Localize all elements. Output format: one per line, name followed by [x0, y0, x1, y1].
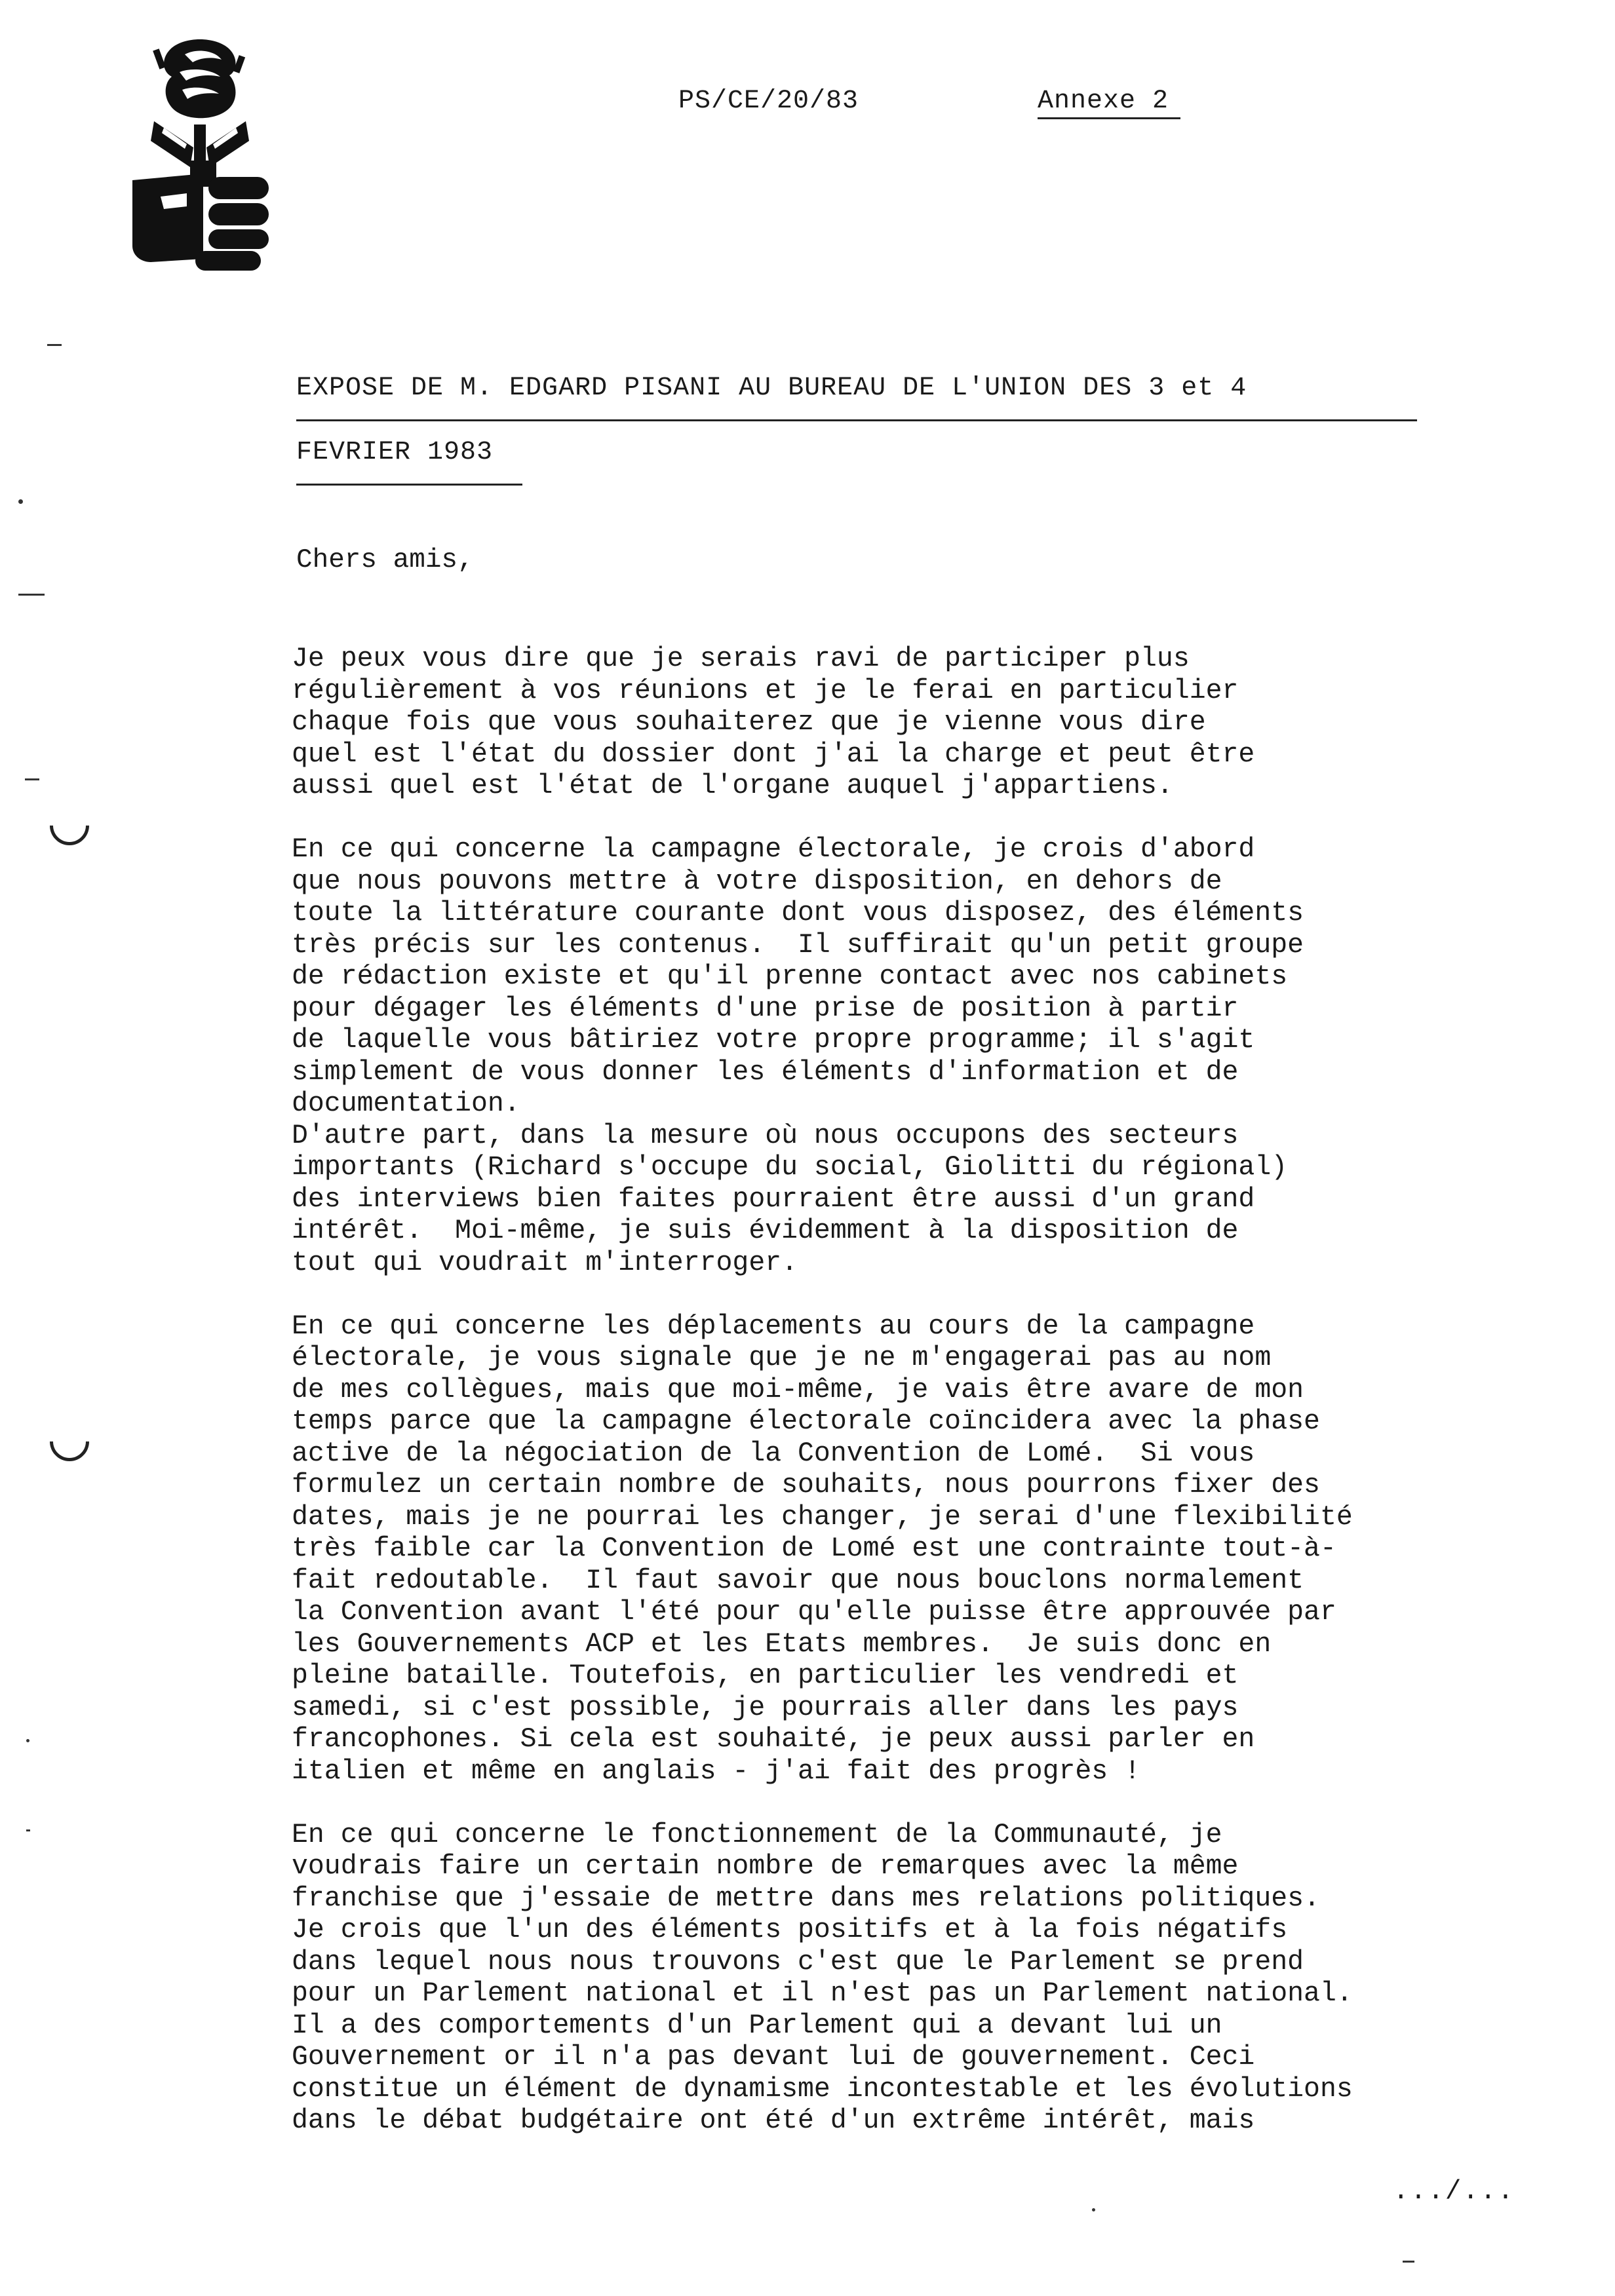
text-line: chaque fois que vous souhaiterez que je vienne vous dire [292, 707, 1206, 738]
salutation: Chers amis, [296, 545, 474, 575]
date-underline [296, 484, 522, 486]
paragraph [292, 1820, 1596, 2137]
margin-mark [18, 499, 23, 504]
text-line: de laquelle vous bâtiriez votre propre programme; il s'agit [292, 1025, 1255, 1056]
text-line: Je peux vous dire que je serais ravi de participer plus [292, 643, 1190, 674]
paragraph [292, 834, 1596, 1120]
text-line: pour un Parlement national et il n'est pas un Parlement national. [292, 1978, 1353, 2009]
punch-hole-mark [42, 1414, 98, 1470]
text-line: Je crois que l'un des éléments positifs et à la fois négatifs [292, 1915, 1288, 1945]
margin-mark [1403, 2261, 1414, 2263]
annex-label: Annexe 2 [1038, 86, 1180, 119]
text-line: intérêt. Moi-même, je suis évidemment à la disposition de [292, 1215, 1239, 1246]
margin-mark [26, 1739, 29, 1742]
text-line: pour dégager les éléments d'une prise de position à partir [292, 993, 1239, 1024]
text-line: les Gouvernements ACP et les Etats membres. Je suis donc en [292, 1628, 1272, 1660]
text-line: tout qui voudrait m'interroger. [292, 1247, 798, 1278]
continuation-marker: .../... [1393, 2177, 1515, 2207]
text-line: aussi quel est l'état de l'organe auquel j'appartiens. [292, 771, 1173, 801]
text-line: régulièrement à vos réunions et je le ferai en particulier [292, 675, 1239, 706]
paragraph [292, 1120, 1596, 1280]
text-line: importants (Richard s'occupe du social, Giolitti du régional) [292, 1152, 1288, 1183]
text-line: dans lequel nous nous trouvons c'est que le Parlement se prend [292, 1946, 1304, 1978]
text-line: que nous pouvons mettre à votre disposition, en dehors de [292, 866, 1222, 897]
text-line: En ce qui concerne le fonctionnement de la Communauté, je [292, 1819, 1222, 1850]
document-title-date: FEVRIER 1983 [296, 438, 494, 467]
text-line: formulez un certain nombre de souhaits, nous pourrons fixer des [292, 1470, 1320, 1501]
text-line: électorale, je vous signale que je ne m'engagerai pas au nom [292, 1343, 1272, 1373]
paragraph [292, 1311, 1596, 1788]
text-line: franchise que j'essaie de mettre dans mes relations politiques. [292, 1883, 1320, 1914]
letter-body [292, 643, 1596, 2137]
margin-mark [26, 1829, 30, 1831]
text-line: de mes collègues, mais que moi-même, je vais être avare de mon [292, 1374, 1304, 1406]
margin-mark [47, 344, 62, 346]
text-line: Gouvernement or il n'a pas devant lui de gouvernement. Ceci [292, 2042, 1255, 2073]
text-line: de rédaction existe et qu'il prenne contact avec nos cabinets [292, 961, 1288, 992]
text-line: quel est l'état du dossier dont j'ai la charge et peut être [292, 738, 1255, 770]
text-line: très faible car la Convention de Lomé est une contrainte tout-à- [292, 1533, 1336, 1564]
margin-mark [1092, 2208, 1095, 2211]
text-line: En ce qui concerne la campagne électorale, je crois d'abord [292, 834, 1255, 865]
text-line: des interviews bien faites pourraient être aussi d'un grand [292, 1183, 1255, 1215]
text-line: temps parce que la campagne électorale coïncidera avec la phase [292, 1406, 1320, 1437]
text-line: pleine bataille. Toutefois, en particulier les vendredi et [292, 1660, 1239, 1691]
text-line: francophones. Si cela est souhaité, je peux aussi parler en [292, 1724, 1255, 1755]
text-line: dans le débat budgétaire ont été d'un extrême intérêt, mais [292, 2105, 1255, 2136]
text-line: fait redoutable. Il faut savoir que nous bouclons normalement [292, 1565, 1304, 1596]
margin-mark [25, 778, 39, 780]
text-line: simplement de vous donner les éléments d'information et de [292, 1056, 1239, 1088]
title-underline [296, 419, 1417, 421]
text-line: la Convention avant l'été pour qu'elle puisse être approuvée par [292, 1597, 1336, 1628]
text-line: samedi, si c'est possible, je pourrais aller dans les pays [292, 1692, 1239, 1723]
text-line: documentation. [292, 1088, 520, 1119]
text-line: dates, mais je ne pourrai les changer, je serai d'une flexibilité [292, 1501, 1353, 1533]
document-reference: PS/CE/20/83 [678, 86, 859, 116]
text-line: constitue un élément de dynamisme incontestable et les évolutions [292, 2073, 1353, 2105]
text-line: voudrais faire un certain nombre de remarques avec la même [292, 1851, 1239, 1882]
text-line: italien et même en anglais - j'ai fait des progrès ! [292, 1755, 1141, 1787]
text-line: En ce qui concerne les déplacements au cours de la campagne [292, 1311, 1255, 1342]
punch-hole-mark [42, 798, 98, 854]
text-line: toute la littérature courante dont vous disposez, des éléments [292, 898, 1304, 928]
text-line: active de la négociation de la Convention de Lomé. Si vous [292, 1438, 1255, 1469]
paragraph [292, 643, 1596, 803]
margin-mark [18, 594, 45, 596]
rose-in-fist-logo [125, 36, 275, 272]
text-line: D'autre part, dans la mesure où nous occupons des secteurs [292, 1120, 1239, 1151]
text-line: très précis sur les contenus. Il suffirait qu'un petit groupe [292, 929, 1304, 961]
text-line: Il a des comportements d'un Parlement qui a devant lui un [292, 2010, 1222, 2041]
document-title: EXPOSE DE M. EDGARD PISANI AU BUREAU DE L'UNION DES 3 et 4 [296, 373, 1247, 403]
